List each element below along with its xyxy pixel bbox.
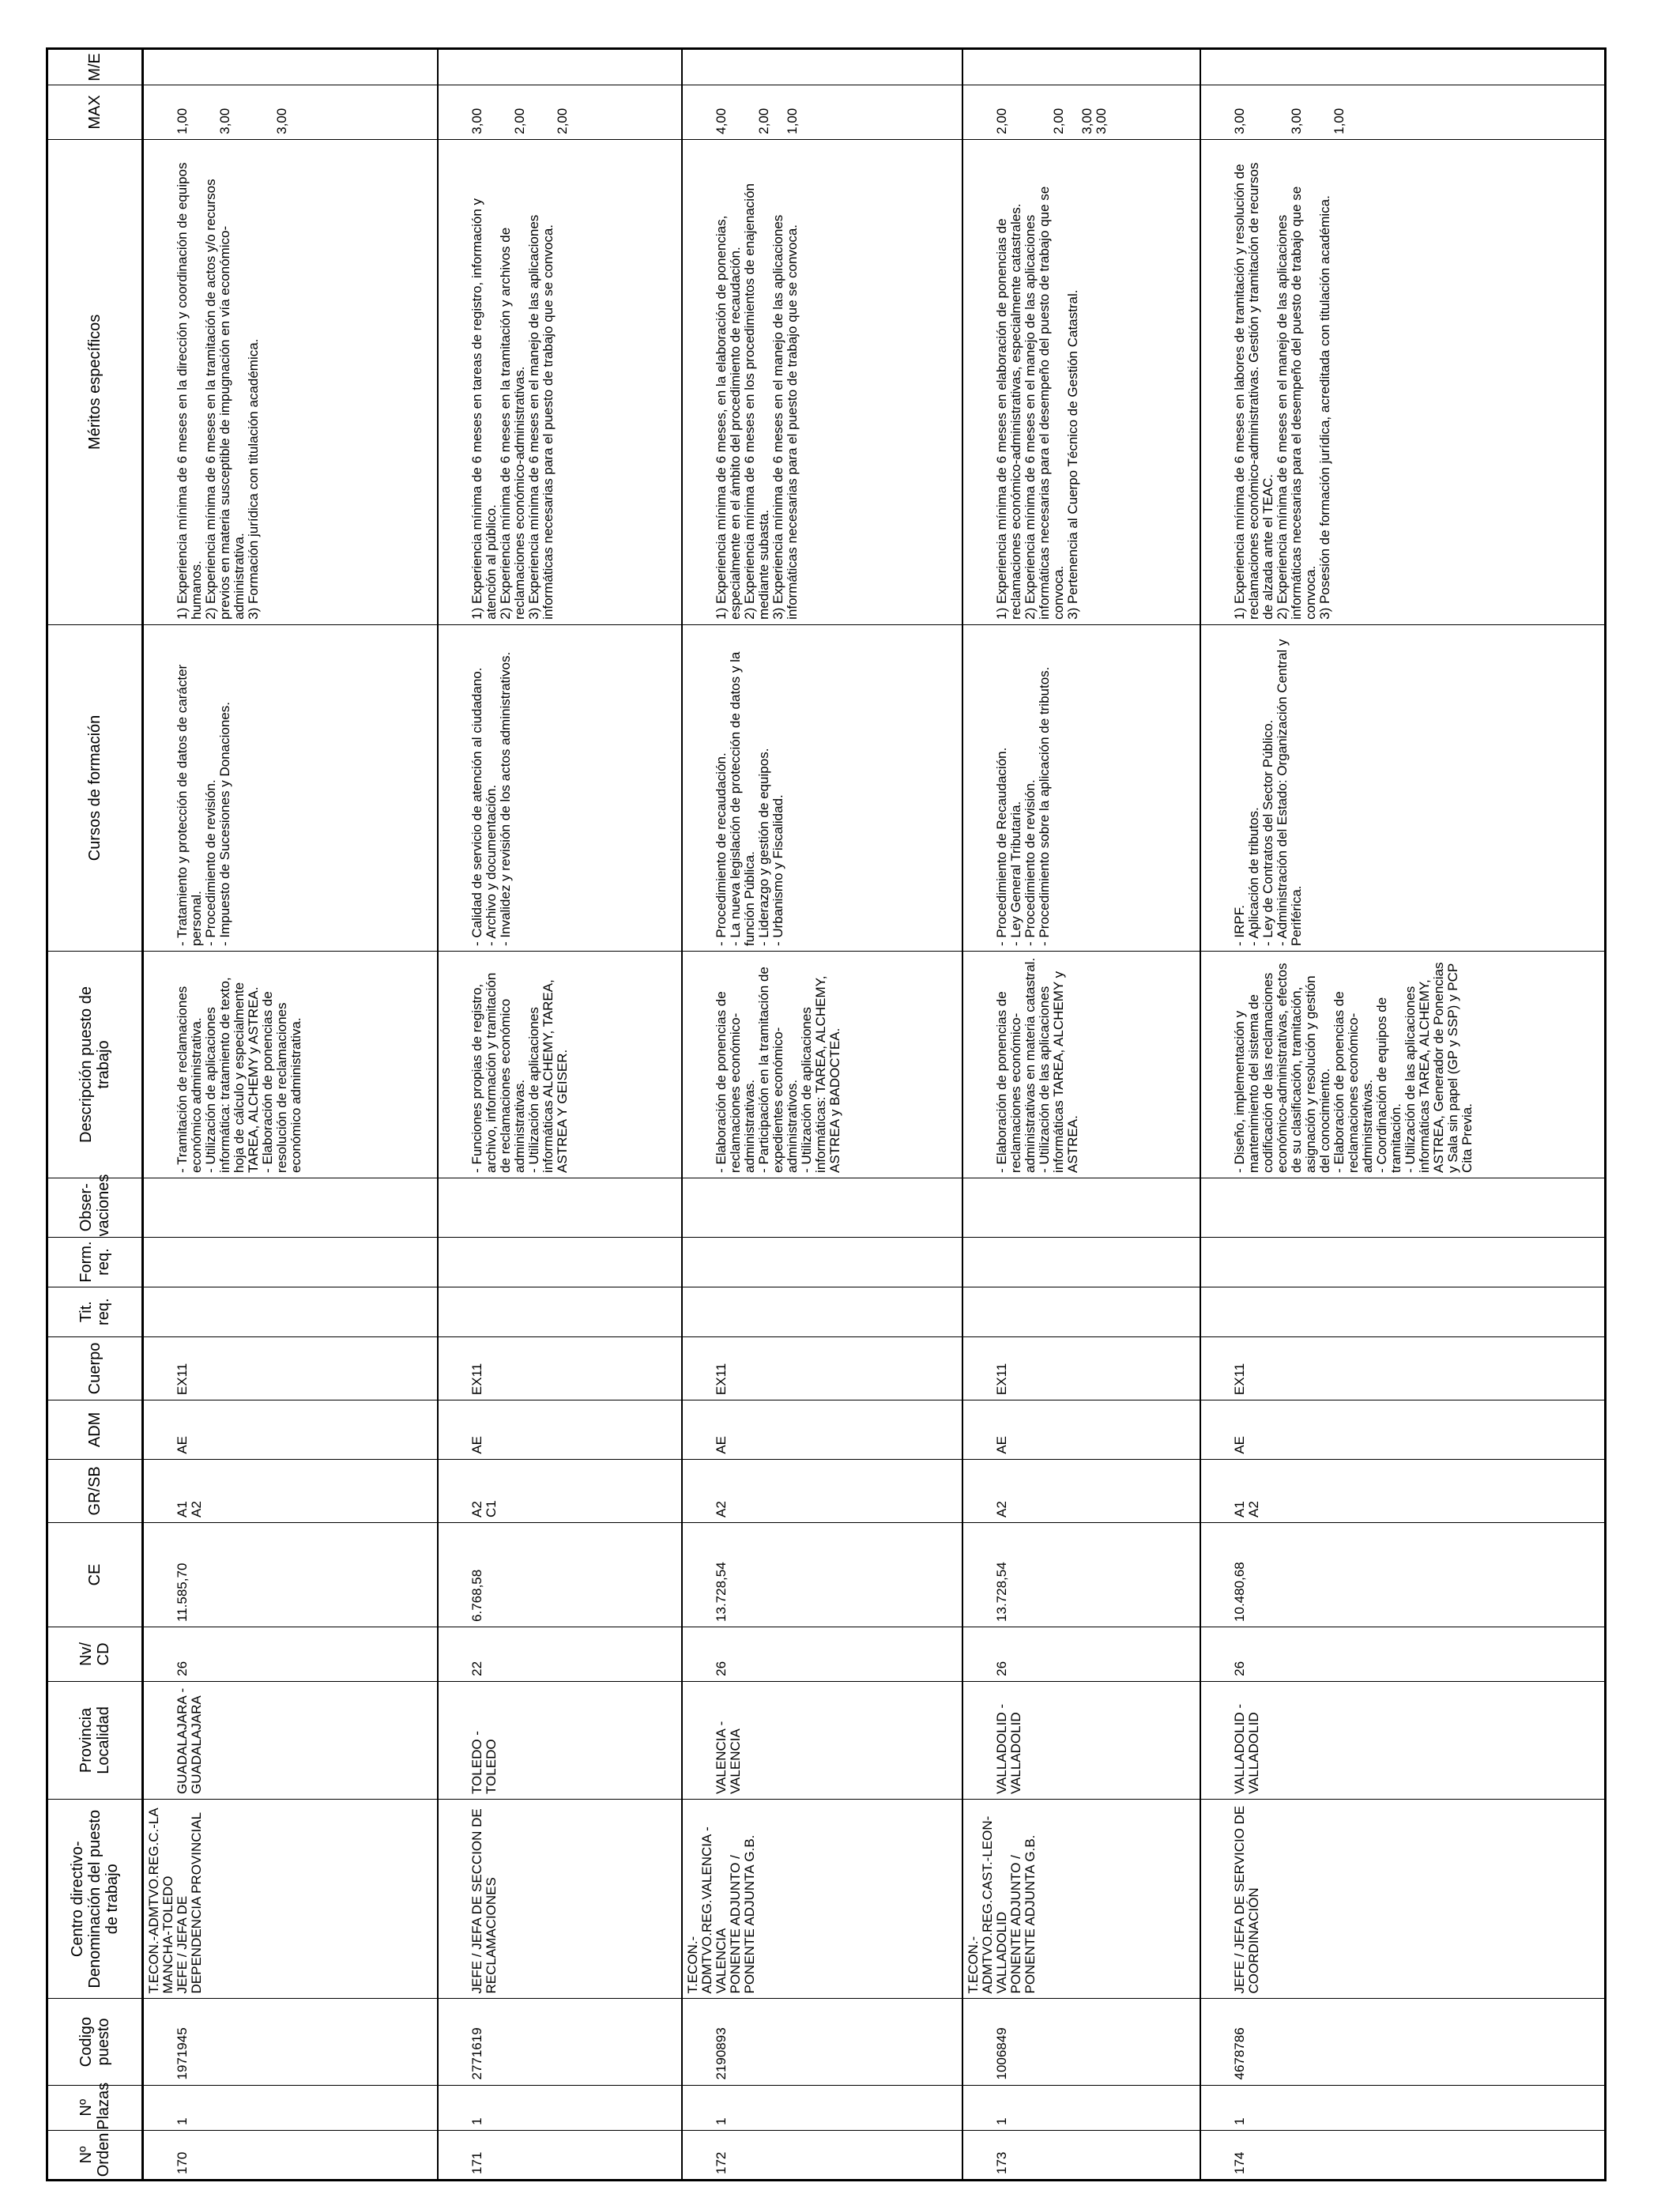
grupo-cell: A2 [682,1459,962,1522]
ce-cell: 10.480,68 [1200,1523,1606,1627]
descripcion-cell: - Diseño, implementación y mantenimiento del sistema de codificación de las reclamaciones económico-administrativas, efectos de su clasificación, tramitación, asignación y resolución y gestión del conocimiento. - Elaboración de ponencias de reclamaciones económico-administrativas. - Coordinación de equipos de tramitación. - Utilización de las aplicaciones informáticas TAREA, ALCHEMY, ASTREA, Generador de Ponencias y Sala sin papel (GP y SSP) y PCP Cita Previa. [1200,952,1606,1178]
provincia-cell: VALLADOLID - VALLADOLID [1200,1681,1606,1799]
grupo-cell: A1 A2 [1200,1459,1606,1522]
max-value [1038,90,1052,134]
table-body [143,49,1606,2181]
grupo-cell: A2 C1 [438,1459,681,1522]
codigo-cell: 1971945 [143,1999,439,2085]
nivel-cell: 26 [682,1627,962,1681]
max-value [261,90,275,134]
max-value: 3,00 [217,107,232,134]
cursos-cell: - Tratamiento y protección de datos de carácter personal. - Procedimiento de revisión. - Impuesto de Sucesiones y Donaciones. [143,624,439,951]
orden-cell: 171 [438,2130,681,2180]
header-provincia: Provincia Localidad [47,1681,143,1799]
titulacion-cell [682,1287,962,1336]
formacion-cell [1200,1237,1606,1287]
max-value [190,90,204,134]
titulacion-cell [143,1287,439,1336]
meritos-cell: 1) Experiencia mínima de 6 meses en tareas de registro, información y atención al público. 2) Experiencia mínima de 6 meses en la tramitación y archivos de reclamaciones económico-administrativas. 3) Experiencia mínima de 6 meses en el manejo de las aplicaciones informáticas necesarias para el puesto de trabajo que se convoca. [438,139,681,624]
orden-cell: 174 [1200,2130,1606,2180]
max-value [1009,90,1023,134]
header-descripcion: Descripción puesto de trabajo [47,952,143,1178]
max-value [1066,90,1080,134]
orden-cell: 172 [682,2130,962,2180]
max-value: 3,00 [469,107,485,134]
descripcion-cell: - Elaboración de ponencias de reclamaciones económico-administrativas en materia catastral. - Utilización de las aplicaciones informáticas TAREA, ALCHEMY y ASTREA. [962,952,1200,1178]
formacion-cell [438,1237,681,1287]
header-nivel: Nv/ CD [47,1627,143,1681]
meritos-cell: 1) Experiencia mínima de 6 meses, en la elaboración de ponencias, especialmente en el ámbito del procedimiento de recaudación. 2) Experiencia mínima de 6 meses en los procedimientos de enajenación mediante subasta. 3) Experiencia mínima de 6 meses en el manejo de las aplicaciones informáticas necesarias para el puesto de trabajo que se convoca. [682,139,962,624]
max-cell [962,85,1200,140]
centro-directivo-label: T.ECON.-ADMTVO.REG.VALENCIA - VALENCIA [684,1826,729,1994]
cursos-cell: - Calidad de servicio de atención al ciudadano. - Archivo y documentación. - Invalidez y revisión de los actos administrativos. [438,624,681,951]
denominacion-label: JEFE / JEFA DE SERVICIO DE COORDINACIÓN [1231,1805,1261,1994]
me-cell [143,49,439,85]
header-me: M/E [47,49,143,85]
denominacion-label: JEFE / JEFA DE SECCION DE RECLAMACIONES [469,1808,499,1994]
header-adm: ADM [47,1400,143,1460]
adm-cell: AE [962,1400,1200,1460]
max-value [232,90,247,134]
header-grupo: GR/SB [47,1459,143,1522]
max-value: 1,00 [784,107,800,134]
ce-cell: 13.728,54 [962,1523,1200,1627]
centro-directivo-label [442,1804,470,1993]
denominacion-label: PONENTE ADJUNTO / PONENTE ADJUNTA G.B. [1008,1834,1038,1994]
max-value: 1,00 [175,107,190,134]
max-value [527,90,541,134]
titulacion-cell [1200,1287,1606,1336]
observaciones-cell [962,1178,1200,1237]
max-value [743,90,757,134]
centro-cell [1200,1800,1606,1999]
table-row [143,49,439,2181]
formacion-cell [682,1237,962,1287]
meritos-cell: 1) Experiencia mínima de 6 meses en elaboración de ponencias de reclamaciones económico-administrativas, especialmente catastrales. 2) Experiencia mínima de 6 meses en el manejo de las aplicaciones informáticas necesarias para el desempeño del puesto de trabajo que se convoca. 3) Pertenencia al Cuerpo Técnico de Gestión Catastral. [962,139,1200,624]
codigo-cell: 4678786 [1200,1999,1606,2085]
max-value [204,90,218,134]
max-value: 3,00 [1079,107,1094,134]
descripcion-cell: - Elaboración de ponencias de reclamaciones económico-administrativas. - Participación en la tramitación de expedientes económico-administrativos. - Utilización de aplicaciones informáticas: TAREA, ALCHEMY, ASTREA y BADOCTEA. [682,952,962,1178]
header-meritos: Méritos específicos [47,139,143,624]
provincia-cell: GUADALAJARA - GUADALAJARA [143,1681,439,1799]
cuerpo-cell: EX11 [143,1336,439,1400]
max-value: 3,00 [1288,107,1304,134]
observaciones-cell [682,1178,962,1237]
max-value: 2,00 [755,107,771,134]
max-value [771,90,785,134]
centro-cell [682,1800,962,1999]
max-value: 3,00 [1231,107,1247,134]
observaciones-cell [143,1178,439,1237]
max-value: 2,00 [1050,107,1066,134]
cuerpo-cell: EX11 [682,1336,962,1400]
plazas-cell: 1 [1200,2085,1606,2130]
max-value: 4,00 [713,107,729,134]
max-cell [682,85,962,140]
centro-cell [143,1800,439,1999]
cursos-cell: - Procedimiento de recaudación. - La nueva legislación de protección de datos y la función Pública. - Liderazgo y gestión de equipos. - Urbanismo y Fiscalidad. [682,624,962,951]
header-cuerpo: Cuerpo [47,1336,143,1400]
orden-cell: 173 [962,2130,1200,2180]
adm-cell: AE [438,1400,681,1460]
max-value [484,90,499,134]
nivel-cell: 26 [143,1627,439,1681]
header-row [47,49,143,2181]
adm-cell: AE [682,1400,962,1460]
cursos-cell: - Procedimiento de Recaudación. - Ley General Tributaria. - Procedimiento de revisión. - Procedimiento sobre la aplicación de tributos. [962,624,1200,951]
plazas-cell: 1 [962,2085,1200,2130]
cuerpo-cell: EX11 [1200,1336,1606,1400]
max-value: 1,00 [1331,107,1347,134]
descripcion-cell: - Tramitación de reclamaciones económico administrativa. - Utilización de aplicaciones informática: tratamiento de texto, hoja de cálculo y especialmente TAREA, ALCHEMY y ASTREA. - Elaboración de ponencias de resolución de reclamaciones económico administrativa. [143,952,439,1178]
header-centro: Centro directivo- Denominación del puesto de trabajo [47,1800,143,1999]
header-orden: Nº Orden [47,2130,143,2180]
max-value: 2,00 [555,107,571,134]
table-row [682,49,962,2181]
titulacion-cell [438,1287,681,1336]
max-value [541,90,556,134]
cuerpo-cell: EX11 [962,1336,1200,1400]
denominacion-label: JEFE / JEFA DE DEPENDENCIA PROVINCIAL [175,1811,204,1994]
max-value: 3,00 [1093,107,1109,134]
header-cursos: Cursos de formación [47,624,143,951]
adm-cell: AE [1200,1400,1606,1460]
max-value: 2,00 [512,107,528,134]
positions-table [46,47,1607,2181]
header-ce: CE [47,1523,143,1627]
header-plazas: Nº Plazas [47,2085,143,2130]
centro-cell [438,1800,681,1999]
codigo-cell: 2190893 [682,1999,962,2085]
max-value [1247,90,1261,134]
max-cell [438,85,681,140]
me-cell [1200,49,1606,85]
max-value [247,90,261,134]
ce-cell: 13.728,54 [682,1523,962,1627]
me-cell [438,49,681,85]
nivel-cell: 26 [1200,1627,1606,1681]
cuerpo-cell: EX11 [438,1336,681,1400]
nivel-cell: 22 [438,1627,681,1681]
meritos-cell: 1) Experiencia mínima de 6 meses en labores de tramitación y resolución de reclamaciones económico-administrativas. Gestión y tramitación de recursos de alzada ante el TEAC. 2) Experiencia mínima de 6 meses en el manejo de las aplicaciones informáticas necesarias para el desempeño del puesto de trabajo que se convoca. 3) Posesión de formación jurídica, acreditada con titulación académica. [1200,139,1606,624]
rotated-table-container [46,47,1607,2181]
centro-directivo-label: T.ECON.-ADMTVO.REG.CAST.-LEON-VALLADOLID [965,1815,1009,1994]
ce-cell: 6.768,58 [438,1523,681,1627]
titulacion-cell [962,1287,1200,1336]
header-codigo: Codigo puesto [47,1999,143,2085]
centro-cell [962,1800,1200,1999]
orden-cell: 170 [143,2130,439,2180]
centro-directivo-label: T.ECON.-ADMTVO.REG.C.-LA MANCHA-TOLEDO [146,1808,175,1994]
max-value: 2,00 [993,107,1009,134]
provincia-cell: VALENCIA - VALENCIA [682,1681,962,1799]
centro-directivo-label [1204,1804,1233,1993]
nivel-cell: 26 [962,1627,1200,1681]
me-cell [962,49,1200,85]
max-cell [1200,85,1606,140]
provincia-cell: TOLEDO - TOLEDO [438,1681,681,1799]
max-value [1275,90,1290,134]
plazas-cell: 1 [143,2085,439,2130]
table-row [1200,49,1606,2181]
formacion-cell [143,1237,439,1287]
plazas-cell: 1 [682,2085,962,2130]
adm-cell: AE [143,1400,439,1460]
ce-cell: 11.585,70 [143,1523,439,1627]
codigo-cell: 2771619 [438,1999,681,2085]
max-value [1304,90,1318,134]
header-observaciones: Obser- vaciones [47,1178,143,1237]
header-titulacion: Tit. req. [47,1287,143,1336]
max-cell [143,85,439,140]
codigo-cell: 1006849 [962,1999,1200,2085]
max-value: 3,00 [274,107,289,134]
observaciones-cell [438,1178,681,1237]
max-value [1318,90,1332,134]
table-row [438,49,681,2181]
provincia-cell: VALLADOLID - VALLADOLID [962,1681,1200,1799]
header-formacion: Form. req. [47,1237,143,1287]
descripcion-cell: - Funciones propias de registro, archivo, información y tramitación de reclamaciones económico administrativas. - Utilización de aplicaciones informáticas ALCHEMY, TAREA, ASTREA Y GEISER. [438,952,681,1178]
max-value [1023,90,1038,134]
grupo-cell: A2 [962,1459,1200,1522]
cursos-cell: - IRPF. - Aplicación de tributos. - Ley de Contratos del Sector Público. - Administración del Estado: Organización Central y Periférica. [1200,624,1606,951]
table-row [962,49,1200,2181]
max-value [729,90,743,134]
meritos-cell: 1) Experiencia mínima de 6 meses en la dirección y coordinación de equipos humanos. 2) Experiencia mínima de 6 meses en la tramitación de actos y/o recursos previos en materia susceptible de impugnación en vía económico-administrativa. 3) Formación jurídica con titulación académica. [143,139,439,624]
grupo-cell: A1 A2 [143,1459,439,1522]
max-value [1261,90,1275,134]
plazas-cell: 1 [438,2085,681,2130]
me-cell [682,49,962,85]
formacion-cell [962,1237,1200,1287]
max-value [499,90,513,134]
header-max: MAX [47,85,143,140]
observaciones-cell [1200,1178,1606,1237]
denominacion-label: PONENTE ADJUNTO / PONENTE ADJUNTA G.B. [727,1834,757,1994]
